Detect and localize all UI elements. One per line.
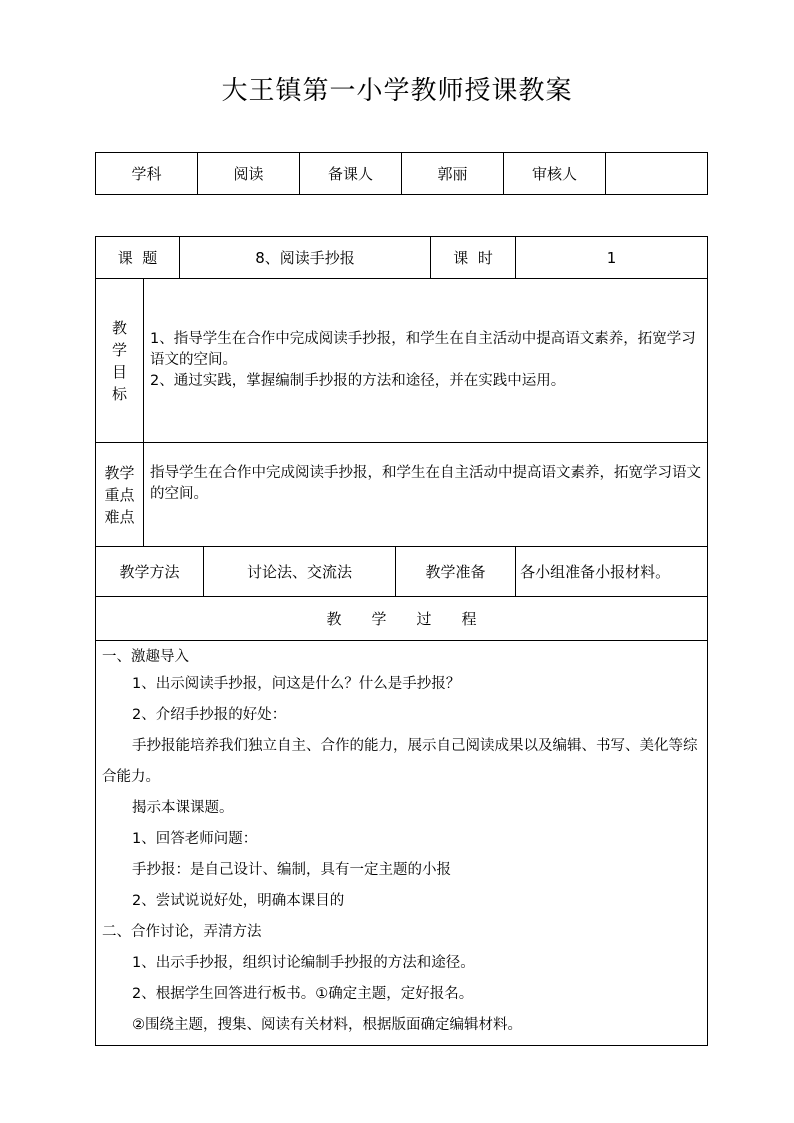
goal-item: 1、指导学生在合作中完成阅读手抄报，和学生在自主活动中提高语文素养，拓宽学习语文的空间。 [150,331,696,368]
goals-row [96,279,708,443]
process-line: 揭示本课课题。 [132,800,234,816]
topic-value: 8、阅读手抄报 [180,237,431,279]
preparer-value: 郭丽 [402,153,504,195]
subject-value: 阅读 [198,153,300,195]
process-line: ②围绕主题，搜集、阅读有关材料，根据版面确定编辑材料。 [132,1017,522,1033]
reviewer-value [606,153,708,195]
method-row [96,547,708,597]
process-content [96,641,708,1046]
process-header: 教学过程 [96,597,708,641]
preparer-label: 备课人 [300,153,402,195]
topic-label: 课 题 [96,237,180,279]
keypoints-content: 指导学生在合作中完成阅读手抄报，和学生在自主活动中提高语文素养，拓宽学习语文的空间。 [144,443,708,547]
goals-content [144,279,708,443]
reviewer-label: 审核人 [504,153,606,195]
process-line: 一、激趣导入 [102,649,189,665]
goals-label: 教 学 目 标 [96,279,144,443]
process-line: 1、出示阅读手抄报，问这是什么？什么是手抄报？ [132,676,461,692]
process-line: 1、回答老师问题： [132,831,258,847]
process-line: 2、尝试说说好处，明确本课目的 [132,893,345,909]
keypoints-label: 教学 重点 难点 [96,443,144,547]
process-line: 二、合作讨论，弄清方法 [102,924,262,940]
process-row [96,641,708,1046]
topic-row [96,237,708,279]
lesson-table [95,236,708,1046]
page-title: 大王镇第一小学教师授课教案 [221,76,573,106]
process-line: 手抄报：是自己设计、编制，具有一定主题的小报 [132,862,451,878]
process-line: 1、出示手抄报，组织讨论编制手抄报的方法和途径。 [132,955,475,971]
hours-label: 课 时 [431,237,516,279]
process-line: 2、介绍手抄报的好处： [132,707,287,723]
header-row [96,153,708,195]
subject-label: 学科 [96,153,198,195]
method-label: 教学方法 [96,547,204,597]
prep-value: 各小组准备小报材料。 [516,547,708,597]
process-line: 手抄报能培养我们独立自主、合作的能力，展示自己阅读成果以及编辑、书写、美化等综合能力。 [102,738,698,785]
header-table [95,152,708,195]
method-value: 讨论法、交流法 [204,547,396,597]
hours-value: 1 [516,237,708,279]
process-line: 2、根据学生回答进行板书。①确定主题，定好报名。 [132,986,474,1002]
keypoints-row [96,443,708,547]
process-header-row [96,597,708,641]
goal-item: 2、通过实践，掌握编制手抄报的方法和途径，并在实践中运用。 [150,373,566,389]
prep-label: 教学准备 [396,547,516,597]
